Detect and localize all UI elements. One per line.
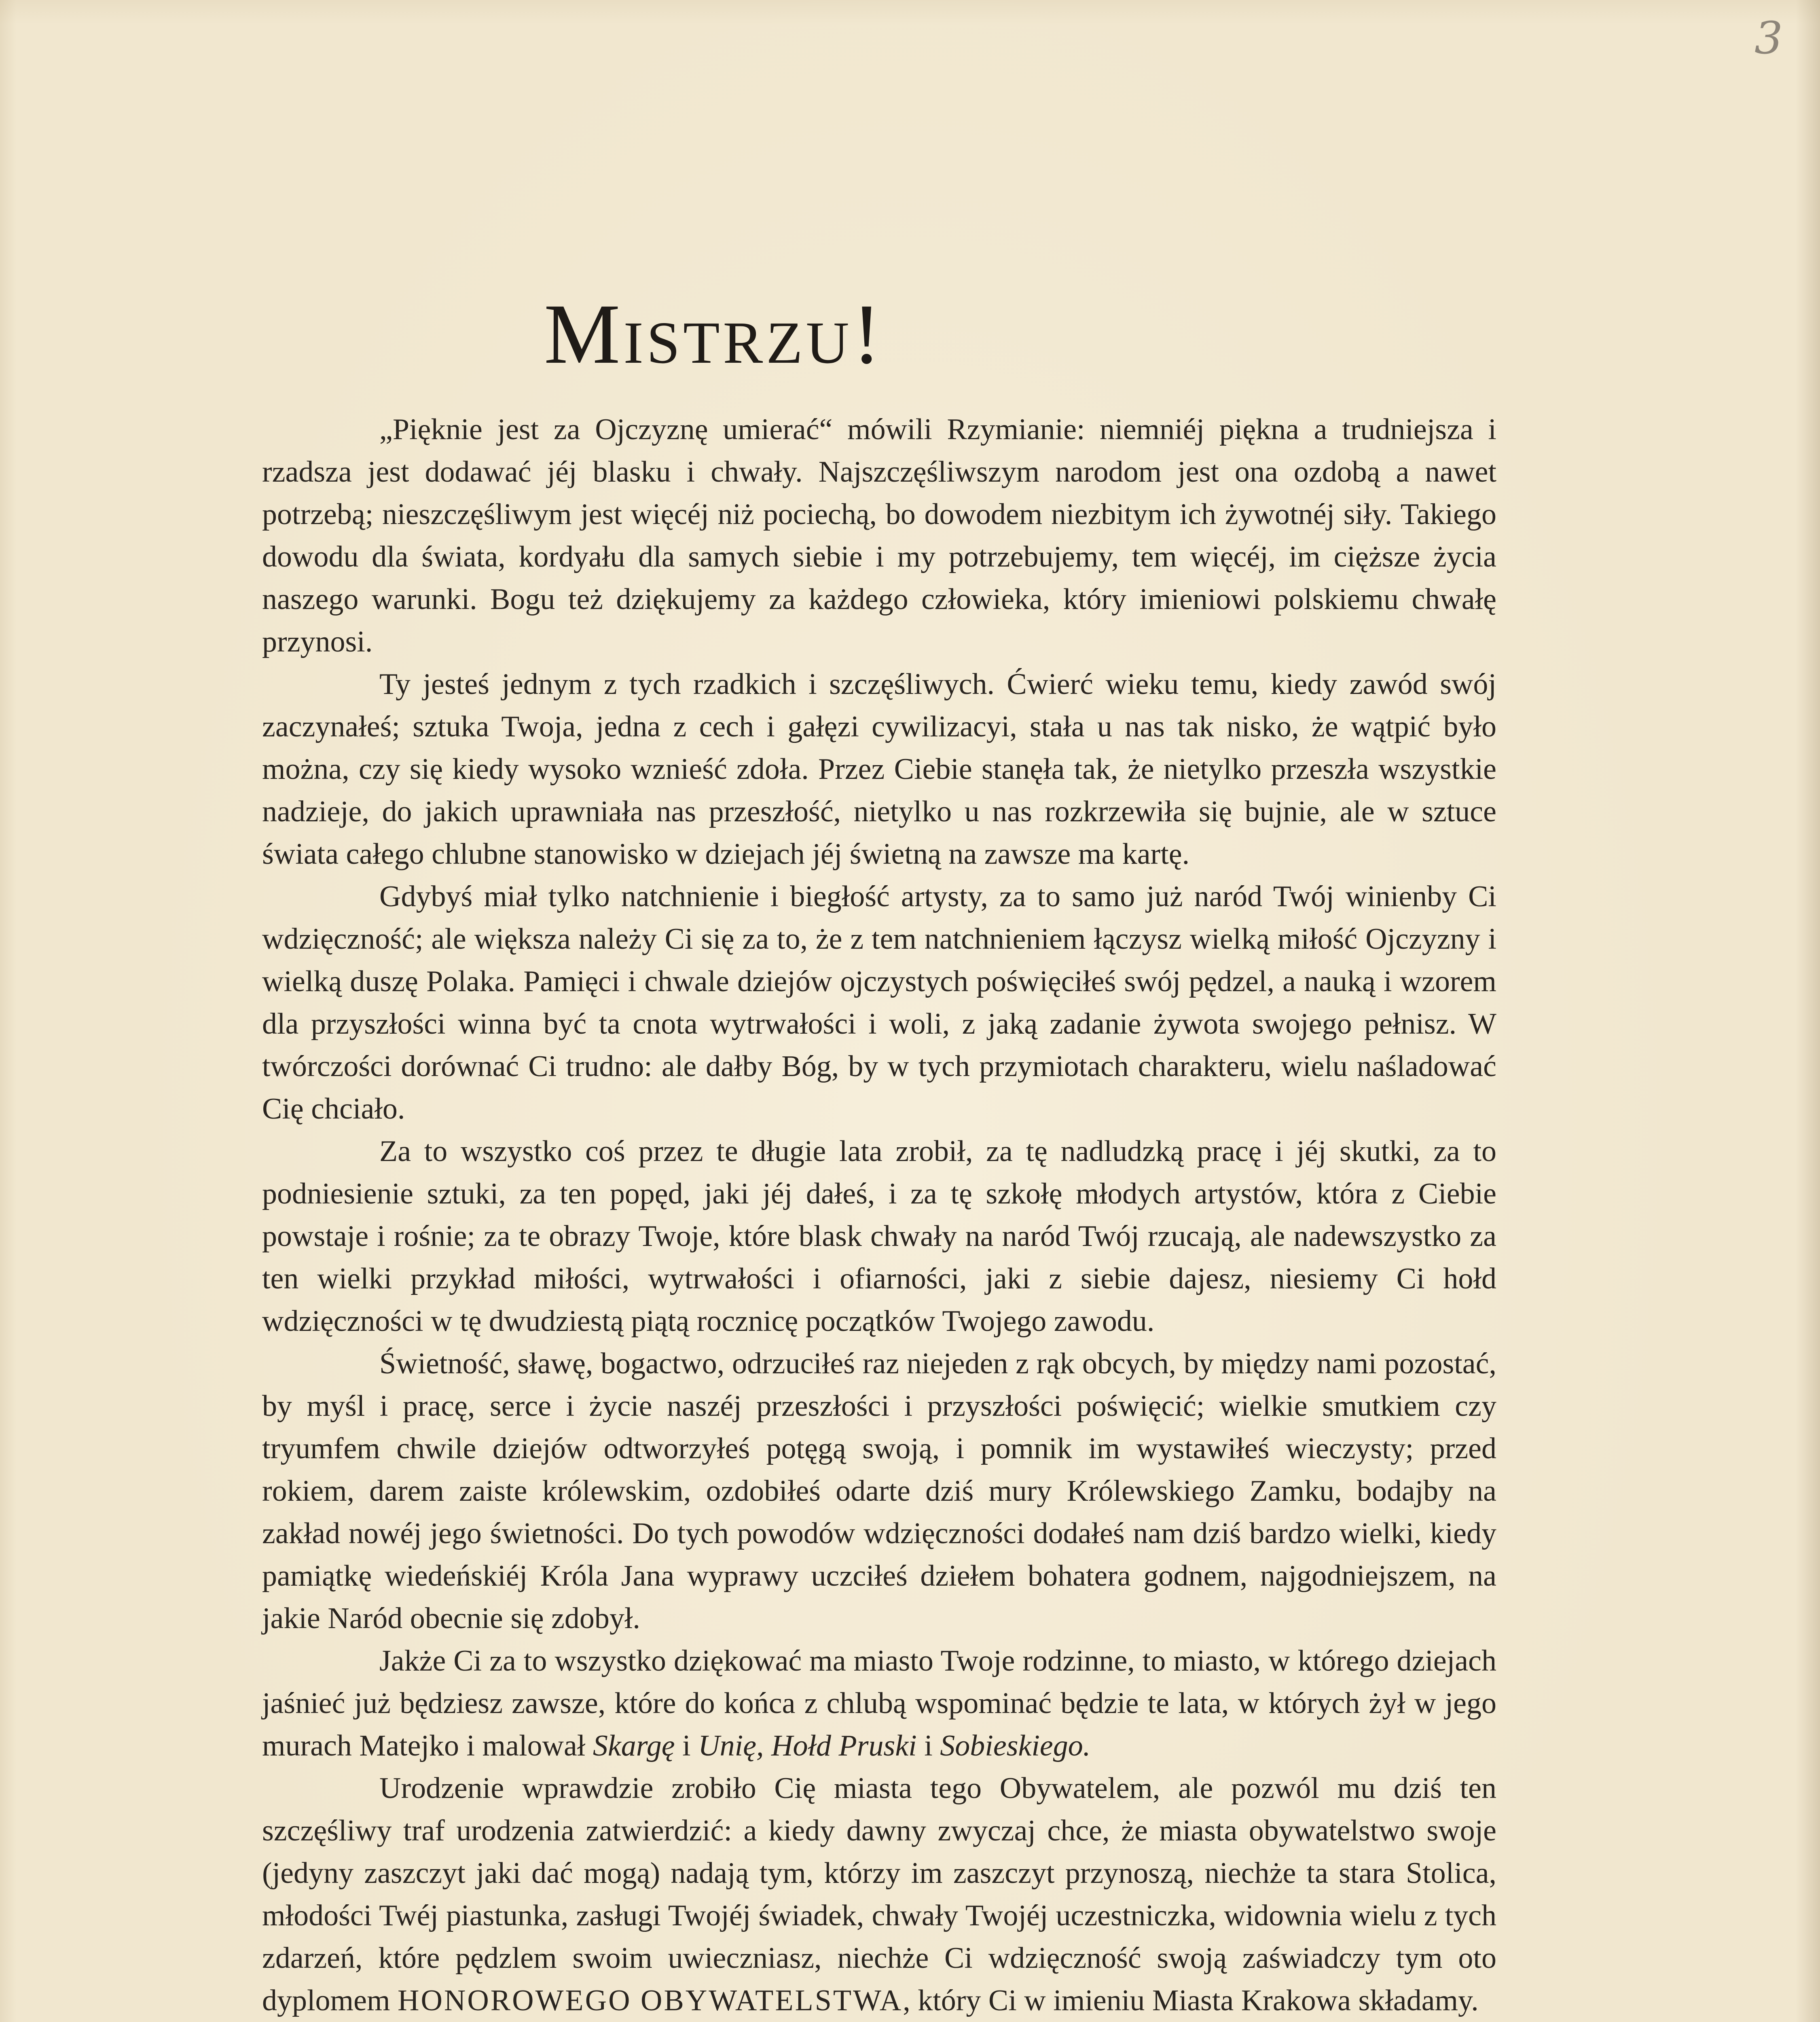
paragraph xyxy=(262,663,1496,876)
paragraph xyxy=(262,1767,1496,2022)
paragraph xyxy=(262,1640,1496,1767)
paragraph-text: Gdybyś miał tylko natchnienie i biegłość artysty, za to samo już naród Twój winienby Ci wdzięczność; ale większa należy Ci się za to, że z tem natchnieniem łączysz wielką miłość Ojczyzny i wielką duszę Polaka. Pamięci i chwale dziejów ojczystych poświęciłeś swój pędzel, a nauką i wzorem dla przyszłości winna być ta cnota wytrwałości i woli, z jaką zadanie żywota swojego pełnisz. W twórczości dorównać Ci trudno: ale dałby Bóg, by w tych przymiotach charakteru, wielu naśladować Cię chciało. xyxy=(262,880,1496,1125)
italic-title-text: Skargę xyxy=(593,1729,675,1762)
paragraph xyxy=(262,876,1496,1130)
paragraph xyxy=(262,1343,1496,1640)
paragraph-text: i xyxy=(916,1729,940,1762)
paragraph xyxy=(262,1130,1496,1343)
paragraph-text: Jakże Ci za to wszystko dziękować ma miasto Twoje rodzinne, to miasto, w którego dziejach jaśnieć już będziesz zawsze, które do końca z chlubą wspominać będzie te lata, w których żył w jego murach Matejko i malował xyxy=(262,1644,1496,1762)
paragraph-text: Urodzenie wprawdzie zrobiło Cię miasta tego Obywatelem, ale pozwól mu dziś ten szczęśliwy traf urodzenia zatwierdzić: a kiedy dawny zwyczaj chce, że miasta obywatelstwo swoje (jedyny zaszczyt jaki dać mogą) nadają tym, którzy im zaszczyt przynoszą, niechże ta stara Stolica, młodości Twéj piastunka, zasługi Twojéj świadek, chwały Twojéj uczestniczka, widownia wielu z tych zdarzeń, które pędzlem swoim uwieczniasz, niechże Ci wdzięczność swoją zaświadczy tym oto dyplomem xyxy=(262,1772,1496,2017)
paragraph-text: Świetność, sławę, bogactwo, odrzuciłeś raz niejeden z rąk obcych, by między nami pozostać, by myśl i pracę, serce i życie naszéj przeszłości i przyszłości poświęcić; wielkie smutkiem czy tryumfem chwile dziejów odtworzyłeś potęgą swoją, i pomnik im wystawiłeś wieczysty; przed rokiem, darem zaiste królewskim, ozdobiłeś odarte dziś mury Królewskiego Zamku, bodajby na zakład nowéj jego świetności. Do tych powodów wdzięczności dodałeś nam dziś bardzo wielki, kiedy pamiątkę wiedeńskiéj Króla Jana wyprawy uczciłeś dziełem bohatera godnem, najgodniejszem, na jakie Naród obecnie się zdobył. xyxy=(262,1347,1496,1635)
page-title: Mistrzu! xyxy=(544,286,885,381)
paragraph-text: , który Ci w imieniu Miasta Krakowa składamy. xyxy=(903,1984,1479,2017)
paragraph-text: Ty jesteś jednym z tych rzadkich i szczęśliwych. Ćwierć wieku temu, kiedy zawód swój zaczynałeś; sztuka Twoja, jedna z cech i gałęzi cywilizacyi, stała u nas tak nisko, że wątpić było można, czy się kiedy wysoko wznieść zdoła. Przez Ciebie stanęła tak, że nietylko przeszła wszystkie nadzieje, do jakich uprawniała nas przeszłość, nietylko u nas rozkrzewiła się bujnie, ale w sztuce świata całego chlubne stanowisko w dziejach jéj świetną na zawsze ma kartę. xyxy=(262,668,1496,871)
paragraph-text: i xyxy=(675,1729,698,1762)
italic-title-text: Unię, Hołd Pruski xyxy=(698,1729,917,1762)
page-number: 3 xyxy=(1754,12,1783,64)
letter-body xyxy=(262,408,1496,2022)
paragraph-text: Za to wszystko coś przez te długie lata zrobił, za tę nadludzką pracę i jéj skutki, za to podniesienie sztuki, za ten popęd, jaki jéj dałeś, i za tę szkołę młodych artystów, która z Ciebie powstaje i rośnie; za te obrazy Twoje, które blask chwały na naród Twój rzucają, ale nadewszystko za ten wielki przykład miłości, wytrwałości i ofiarności, jaki z siebie dajesz, niesiemy Ci hołd wdzięczności w tę dwudziestą piątą rocznicę początków Twojego zawodu. xyxy=(262,1135,1496,1338)
italic-title-text: Sobieskiego. xyxy=(940,1729,1091,1762)
emphasis-text: HONOROWEGO OBYWATELSTWA xyxy=(398,1984,903,2017)
paragraph-text: „Pięknie jest za Ojczyznę umierać“ mówili Rzymianie: niemniéj piękna a trudniejsza i rzadsza jest dodawać jéj blasku i chwały. Najszczęśliwszym narodom jest ona ozdobą a nawet potrzebą; nieszczęśliwym jest więcéj niż pociechą, bo dowodem niezbitym ich żywotnéj siły. Takiego dowodu dla świata, kordyału dla samych siebie i my potrzebujemy, tem więcéj, im cięższe życia naszego warunki. Bogu też dziękujemy za każdego człowieka, który imieniowi polskiemu chwałę przynosi. xyxy=(262,413,1496,658)
paragraph xyxy=(262,408,1496,663)
